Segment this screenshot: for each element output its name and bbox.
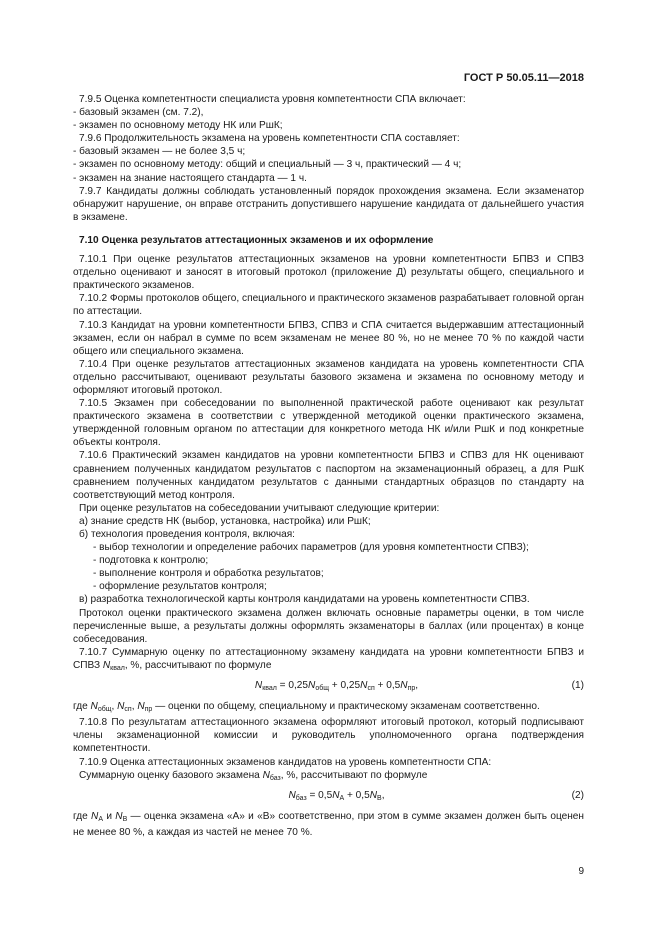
clause-7-10-5: 7.10.5 Экзамен при собеседовании по выполненной практической работе оценивают как результат практического экзамена в соответствии с утвержденной методикой оценки практического экзамена, утвержденной головным органом по аттестации для конкретного метода НК и/или РшК и под конкретные объекты контроля. <box>73 398 584 449</box>
formula-1-legend: где $N_{общ}$, $N_{сп}$, $N_{пр}$ — оценки по общему, специальному и практическому экзаменам соответственно. <box>73 701 540 714</box>
formula-2-legend: где $N_А$ и $N_В$ — оценка экзамена «А» и «В» соответственно, при этом в сумме экзамен должен быть оценен не менее 80 %, а каждая из частей не менее 70 %. <box>73 810 584 838</box>
document-id-header: ГОСТ Р 50.05.11—2018 <box>463 72 584 84</box>
criteria-item-a: а) знание средств НК (выбор, установка, настройка) или РшК; <box>79 515 371 527</box>
clause-7-10-2: 7.10.2 Формы протоколов общего, специального и практического экзаменов разрабатывает головной орган по аттестации. <box>73 293 584 318</box>
clause-7-10-8: 7.10.8 По результатам аттестационного экзамена оформляют итоговый протокол, который подписывают члены экзаменационной комиссии и руководитель уполномоченного органа подтверждения компетентности. <box>73 717 584 755</box>
criteria-item-b: б) технология проведения контроля, включая: <box>79 529 295 540</box>
clause-7-9-5-title: 7.9.5 Оценка компетентности специалиста уровня компетентности СПА включает: <box>79 94 466 105</box>
clause-7-9-6-item: - экзамен по основному методу: общий и специальный — 3 ч, практический — 4 ч; <box>73 159 462 171</box>
clause-7-9-5-item: - базовый экзамен (см. 7.2), <box>73 107 204 119</box>
formula-2 <box>73 789 584 805</box>
criteria-intro: При оценке результатов на собеседовании учитывают следующие критерии: <box>79 502 440 514</box>
criteria-subitem: - оформление результатов контроля; <box>93 581 267 593</box>
criteria-subitem: - подготовка к контролю; <box>93 555 209 567</box>
clause-7-9-6-item: - экзамен на знание настоящего стандарта — 1 ч. <box>73 172 307 184</box>
criteria-subitem: - выбор технологии и определение рабочих параметров (для уровня компетентности СПВЗ); <box>93 542 529 554</box>
clause-7-10-9-title: 7.10.9 Оценка аттестационных экзаменов кандидатов на уровень компетентности СПА: <box>79 756 492 768</box>
clause-7-10-7: 7.10.7 Суммарную оценку по аттестационному экзамену кандидата на уровни компетентности БПВЗ и СПВЗ $N_{квал}$, %, рассчитывают по формуле <box>73 646 584 672</box>
page-number: 9 <box>578 866 584 877</box>
clause-7-9-5-item: - экзамен по основному методу НК или РшК; <box>73 120 283 132</box>
symbol-n: N <box>102 659 111 671</box>
clause-7-10-3: 7.10.3 Кандидат на уровни компетентности БПВЗ, СПВЗ и СПА считается выдержавшим аттестационный экзамен, если он набрал в сумме по всем экзаменам не менее 80 %, но не менее 70 % по каждой части общего или специального экзамена. <box>73 319 584 357</box>
section-7-10-heading: 7.10 Оценка результатов аттестационных экзаменов и их оформление <box>79 234 434 246</box>
formula-1 <box>73 679 584 695</box>
clause-7-9-6-item: - базовый экзамен — не более 3,5 ч; <box>73 146 246 158</box>
formula-2-number: (2) <box>571 789 584 801</box>
page-body <box>73 93 584 839</box>
formula-1-number: (1) <box>571 680 584 692</box>
clause-7-10-9-text: Суммарную оценку базового экзамена $N_{баз}$, %, рассчитывают по формуле <box>79 769 428 782</box>
formula-1-expression: $N_{квал} = 0,25N_{общ} + 0,25N_{сп} + 0,5N_{пр}$, <box>254 680 419 693</box>
clause-7-10-1: 7.10.1 При оценке результатов аттестационных экзаменов на уровни компетентности БПВЗ и СПВЗ отдельно оценивают и заносят в итоговый протокол (приложение Д) результаты общего, специального и практического экзаменов. <box>73 254 584 292</box>
protocol-paragraph: Протокол оценки практического экзамена должен включать основные параметры оценки, в том числе перечисленные выше, а результаты должны оформлять экзаменаторы в баллах (или процентах) в конце собеседования. <box>73 607 584 645</box>
formula-2-expression: $N_{баз} = 0,5N_А + 0,5N_В$, <box>288 789 385 802</box>
criteria-subitem: - выполнение контроля и обработка результатов; <box>93 568 324 580</box>
clause-7-10-6: 7.10.6 Практический экзамен кандидатов на уровни компетентности БПВЗ и СПВЗ для НК оценивают сравнением полученных кандидатом результатов с паспортом на экзаменационный образец, а для РшК сравнением полученных кандидатом результатов с данными стандартных образцов по стандарту на соответствующий метод контроля. <box>73 450 584 501</box>
criteria-item-c: в) разработка технологической карты контроля кандидатами на уровень компетентности СПВЗ. <box>79 594 530 606</box>
clause-7-10-4: 7.10.4 При оценке результатов аттестационных экзаменов кандидата на уровень компетентности СПА отдельно рассчитывают, оценивают результаты базового экзамена и экзамена по основному методу и оформляют итоговый протокол. <box>73 358 584 396</box>
clause-7-9-7: 7.9.7 Кандидаты должны соблюдать установленный порядок прохождения экзамена. Если экзаменатор обнаружит нарушение, он вправе отстранить допустившего нарушение кандидата от дальнейшего участия в экзамене. <box>73 185 584 223</box>
clause-7-9-6-title: 7.9.6 Продолжительность экзамена на уровень компетентности СПА составляет: <box>79 133 460 145</box>
